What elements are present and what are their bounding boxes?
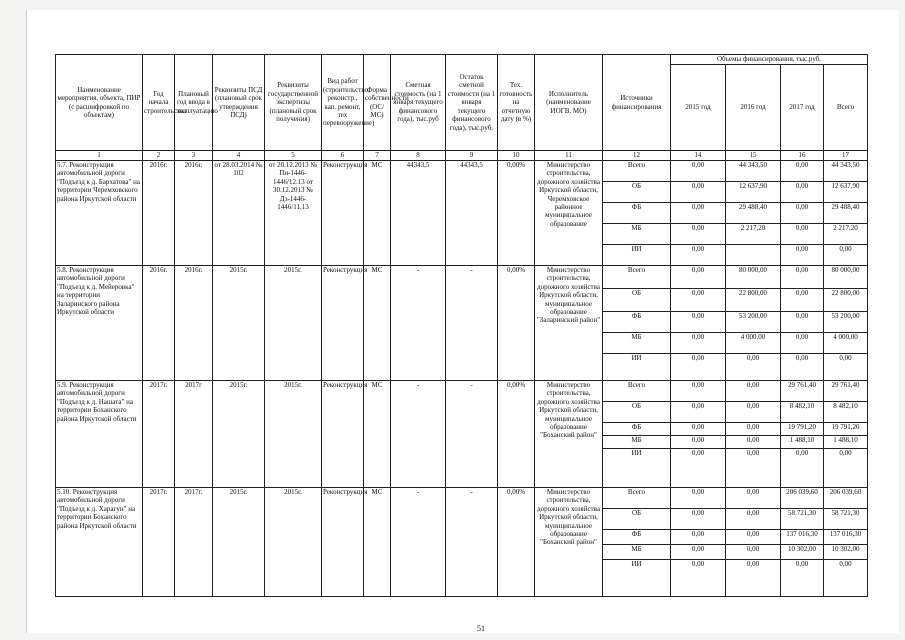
psd-cell: 2015г. — [213, 488, 265, 597]
funding-2015-cell: 0,00 — [671, 354, 726, 381]
header-executor: Исполнитель (наименование ИОГВ, МО) — [535, 55, 603, 151]
funding-2015-cell: 0,00 — [671, 436, 726, 449]
funding-2015-cell: 0,00 — [671, 333, 726, 354]
funding-2016-cell: 0,00 — [726, 509, 781, 530]
funding-total-cell: 0,00 — [824, 449, 868, 488]
col-number: 15 — [726, 151, 781, 161]
financing-table — [55, 54, 868, 597]
funding-source-cell: Всего — [603, 161, 671, 182]
funding-2016-cell: 12 637,90 — [726, 182, 781, 203]
funding-2015-cell: 0,00 — [671, 381, 726, 402]
header-2016: 2016 год — [726, 65, 781, 151]
funding-source-cell: МБ — [603, 436, 671, 449]
funding-2015-cell: 0,00 — [671, 488, 726, 509]
funding-total-cell: 29 488,40 — [824, 203, 868, 224]
col-number: 10 — [498, 151, 535, 161]
funding-2015-cell: 0,00 — [671, 545, 726, 560]
estimate-cell: - — [391, 381, 446, 488]
col-number: 5 — [265, 151, 322, 161]
funding-2017-cell: 0,00 — [781, 161, 824, 182]
funding-2017-cell: 8 482,10 — [781, 402, 824, 423]
year-start-cell: 2016г. — [143, 266, 175, 381]
funding-total-cell: 4 000,00 — [824, 333, 868, 354]
plan-year-cell: 2017г. — [175, 488, 213, 597]
funding-source-cell: ФБ — [603, 530, 671, 545]
funding-2017-cell: 0,00 — [781, 182, 824, 203]
funding-source-cell: ИИ — [603, 245, 671, 266]
funding-total-cell: 0,00 — [824, 560, 868, 597]
col-number: 9 — [446, 151, 498, 161]
funding-2015-cell: 0,00 — [671, 182, 726, 203]
funding-2017-cell: 0,00 — [781, 245, 824, 266]
funding-2016-cell: 22 800,00 — [726, 289, 781, 312]
funding-source-cell: Всего — [603, 266, 671, 289]
estimate-cell: - — [391, 266, 446, 381]
col-number: 1 — [56, 151, 143, 161]
work-type-cell: Реконструкция — [322, 161, 364, 266]
psd-cell: 2015г. — [213, 381, 265, 488]
funding-2016-cell: 0,00 — [726, 449, 781, 488]
funding-2016-cell: 0,00 — [726, 436, 781, 449]
funding-2017-cell: 1 488,10 — [781, 436, 824, 449]
funding-total-cell: 0,00 — [824, 354, 868, 381]
funding-2015-cell: 0,00 — [671, 530, 726, 545]
funding-2015-cell: 0,00 — [671, 266, 726, 289]
object-name: 5.8. Реконструкция автомобильной дороги "Подъезд к д. Мейеровка" на территории Заларинского района Иркутской области — [56, 266, 143, 381]
header-name: Наименование мероприятия, объекта, ПИР (с расшифровкой по объектам) — [56, 55, 143, 151]
funding-2015-cell: 0,00 — [671, 203, 726, 224]
remaining-cell: - — [446, 266, 498, 381]
readiness-cell: 0,00% — [498, 381, 535, 488]
funding-source-cell: ИИ — [603, 449, 671, 488]
header-expertise: Реквизиты государственной экспертизы (плановый срок получения) — [265, 55, 322, 151]
funding-2017-cell: 206 039,60 — [781, 488, 824, 509]
year-start-cell: 2017г. — [143, 381, 175, 488]
funding-total-cell: 22 800,00 — [824, 289, 868, 312]
header-readiness: Тех. готовность на отчетную дату (в %) — [498, 55, 535, 151]
funding-2016-cell: 0,00 — [726, 560, 781, 597]
plan-year-cell: 2017г — [175, 381, 213, 488]
funding-2017-cell: 29 761,40 — [781, 381, 824, 402]
funding-source-cell: ФБ — [603, 423, 671, 436]
funding-total-cell: 137 016,30 — [824, 530, 868, 545]
funding-2017-cell: 19 791,20 — [781, 423, 824, 436]
ownership-cell: МС — [364, 488, 391, 597]
funding-2017-cell: 0,00 — [781, 289, 824, 312]
col-number: 6 — [322, 151, 364, 161]
table-row — [56, 381, 868, 402]
table-row — [56, 488, 868, 509]
col-number: 14 — [671, 151, 726, 161]
funding-total-cell: 1 488,10 — [824, 436, 868, 449]
header-estimate: Сметная стоимость (на 1 января текущего финансового года), тыс.руб — [391, 55, 446, 151]
expertise-cell: от 20.12.2013 № Пи-1446-1446/12.13 от 30.12.2013 № Дз-1446-1446/11.13 — [265, 161, 322, 266]
table-body — [56, 161, 868, 597]
table-header — [56, 55, 868, 161]
funding-2015-cell: 0,00 — [671, 289, 726, 312]
psd-cell: от 28.03.2014 № 102 — [213, 161, 265, 266]
work-type-cell: Реконструкция — [322, 266, 364, 381]
col-number: 4 — [213, 151, 265, 161]
funding-2016-cell: 0,00 — [726, 530, 781, 545]
funding-total-cell: 19 791,20 — [824, 423, 868, 436]
funding-2017-cell: 0,00 — [781, 266, 824, 289]
funding-total-cell: 0,00 — [824, 245, 868, 266]
object-name: 5.10. Реконструкция автомобильной дороги "Подъезд к д. Харагун" на территории Боханского района Иркутской области — [56, 488, 143, 597]
ownership-cell: МС — [364, 266, 391, 381]
funding-2015-cell: 0,00 — [671, 161, 726, 182]
col-number: 11 — [535, 151, 603, 161]
header-2015: 2015 год — [671, 65, 726, 151]
executor-cell: Министерство строительства, дорожного хозяйства Иркутской области, муниципальное образование "Заларинский район" — [535, 266, 603, 381]
funding-2016-cell: 53 200,00 — [726, 312, 781, 333]
funding-2017-cell: 10 302,00 — [781, 545, 824, 560]
expertise-cell: 2015г. — [265, 381, 322, 488]
readiness-cell: 0,00% — [498, 488, 535, 597]
col-number: 7 — [364, 151, 391, 161]
work-type-cell: Реконструкция — [322, 488, 364, 597]
funding-source-cell: Всего — [603, 488, 671, 509]
year-start-cell: 2016г. — [143, 161, 175, 266]
funding-2016-cell: 0,00 — [726, 423, 781, 436]
funding-2016-cell: 29 488,40 — [726, 203, 781, 224]
funding-2017-cell: 0,00 — [781, 312, 824, 333]
estimate-cell: 44343,5 — [391, 161, 446, 266]
funding-source-cell: ИИ — [603, 354, 671, 381]
funding-2017-cell: 0,00 — [781, 354, 824, 381]
funding-source-cell: МБ — [603, 545, 671, 560]
table-row — [56, 161, 868, 182]
funding-2016-cell: 0,00 — [726, 354, 781, 381]
funding-source-cell: Всего — [603, 381, 671, 402]
header-funding: Объемы финансирования, тыс.руб. — [671, 55, 868, 65]
funding-2017-cell: 0,00 — [781, 449, 824, 488]
header-2017: 2017 год — [781, 65, 824, 151]
readiness-cell: 0,00% — [498, 161, 535, 266]
remaining-cell: - — [446, 488, 498, 597]
funding-source-cell: ИИ — [603, 560, 671, 597]
funding-source-cell: ОБ — [603, 509, 671, 530]
funding-2015-cell: 0,00 — [671, 423, 726, 436]
table-row — [56, 266, 868, 289]
funding-2016-cell — [726, 245, 781, 266]
funding-2017-cell: 0,00 — [781, 560, 824, 597]
plan-year-cell: 2016г. — [175, 161, 213, 266]
funding-total-cell: 10 302,00 — [824, 545, 868, 560]
col-number: 16 — [781, 151, 824, 161]
funding-source-cell: ОБ — [603, 402, 671, 423]
col-number: 3 — [175, 151, 213, 161]
executor-cell: Министерство строительства, дорожного хозяйства Иркутской области, муниципальное образование "Боханский район" — [535, 488, 603, 597]
header-work-type: Вид работ (строительство, реконстр., кап. ремонт, тех перевооружение) — [322, 55, 364, 151]
funding-total-cell: 44 343,50 — [824, 161, 868, 182]
object-name: 5.9. Реконструкция автомобильной дороги "Подъезд к д. Нашата" на территории Боханского района Иркутской области — [56, 381, 143, 488]
funding-source-cell: ФБ — [603, 312, 671, 333]
funding-2016-cell: 80 000,00 — [726, 266, 781, 289]
plan-year-cell: 2016г. — [175, 266, 213, 381]
funding-2017-cell: 0,00 — [781, 203, 824, 224]
expertise-cell: 2015г. — [265, 266, 322, 381]
funding-total-cell: 8 482,10 — [824, 402, 868, 423]
header-remaining: Остаток сметной стоимости (на 1 января текущего финансового года), тыс.руб. — [446, 55, 498, 151]
funding-total-cell: 53 200,00 — [824, 312, 868, 333]
header-plan-year: Плановый год ввода в эксплуатацию — [175, 55, 213, 151]
funding-2015-cell: 0,00 — [671, 402, 726, 423]
funding-source-cell: ОБ — [603, 182, 671, 203]
header-psd: Реквизиты ПСД (плановый срок утверждения ПСД) — [213, 55, 265, 151]
funding-2016-cell: 2 217,20 — [726, 224, 781, 245]
funding-2016-cell: 0,00 — [726, 488, 781, 509]
funding-total-cell: 206 039,60 — [824, 488, 868, 509]
funding-2015-cell: 0,00 — [671, 560, 726, 597]
ownership-cell: МС — [364, 161, 391, 266]
page-number: 51 — [477, 624, 485, 633]
funding-source-cell: ОБ — [603, 289, 671, 312]
col-number: 12 — [603, 151, 671, 161]
funding-2015-cell: 0,00 — [671, 509, 726, 530]
executor-cell: Министерство строительства, дорожного хозяйства Иркутской области, муниципальное образование "Боханский район" — [535, 381, 603, 488]
psd-cell: 2015г. — [213, 266, 265, 381]
object-name: 5.7. Реконструкция автомобильной дороги "Подъезд к д. Бархатова" на территории Черемховского района Иркутской области — [56, 161, 143, 266]
remaining-cell: 44343,5 — [446, 161, 498, 266]
funding-source-cell: МБ — [603, 224, 671, 245]
funding-2015-cell: 0,00 — [671, 449, 726, 488]
document-page — [26, 10, 899, 633]
funding-2016-cell: 0,00 — [726, 402, 781, 423]
funding-total-cell: 12 637,90 — [824, 182, 868, 203]
funding-total-cell: 2 217,20 — [824, 224, 868, 245]
header-ownership: Форма собственности (ОС/МС) — [364, 55, 391, 151]
col-number: 8 — [391, 151, 446, 161]
executor-cell: Министерство строительства, дорожного хозяйства Иркутской области, Черемховское районное муниципальное образование — [535, 161, 603, 266]
funding-2017-cell: 0,00 — [781, 224, 824, 245]
ownership-cell: МС — [364, 381, 391, 488]
work-type-cell: Реконструкция — [322, 381, 364, 488]
funding-total-cell: 80 000,00 — [824, 266, 868, 289]
funding-2016-cell: 4 000,00 — [726, 333, 781, 354]
header-year-start: Год начала строительства — [143, 55, 175, 151]
col-number: 2 — [143, 151, 175, 161]
expertise-cell: 2015г. — [265, 488, 322, 597]
funding-2017-cell: 58 721,30 — [781, 509, 824, 530]
year-start-cell: 2017г. — [143, 488, 175, 597]
readiness-cell: 0,00% — [498, 266, 535, 381]
funding-2017-cell: 137 016,30 — [781, 530, 824, 545]
funding-source-cell: ФБ — [603, 203, 671, 224]
funding-total-cell: 58 721,30 — [824, 509, 868, 530]
funding-2016-cell: 44 343,50 — [726, 161, 781, 182]
remaining-cell: - — [446, 381, 498, 488]
funding-source-cell: МБ — [603, 333, 671, 354]
col-number: 17 — [824, 151, 868, 161]
column-number-row — [56, 151, 868, 161]
header-total: Всего — [824, 65, 868, 151]
funding-2015-cell: 0,00 — [671, 245, 726, 266]
funding-2016-cell: 0,00 — [726, 545, 781, 560]
estimate-cell: - — [391, 488, 446, 597]
funding-2015-cell: 0,00 — [671, 312, 726, 333]
funding-2016-cell: 0,00 — [726, 381, 781, 402]
funding-2015-cell: 0,00 — [671, 224, 726, 245]
funding-total-cell: 29 761,40 — [824, 381, 868, 402]
header-sources: Источники финансирования — [603, 55, 671, 151]
funding-2017-cell: 0,00 — [781, 333, 824, 354]
